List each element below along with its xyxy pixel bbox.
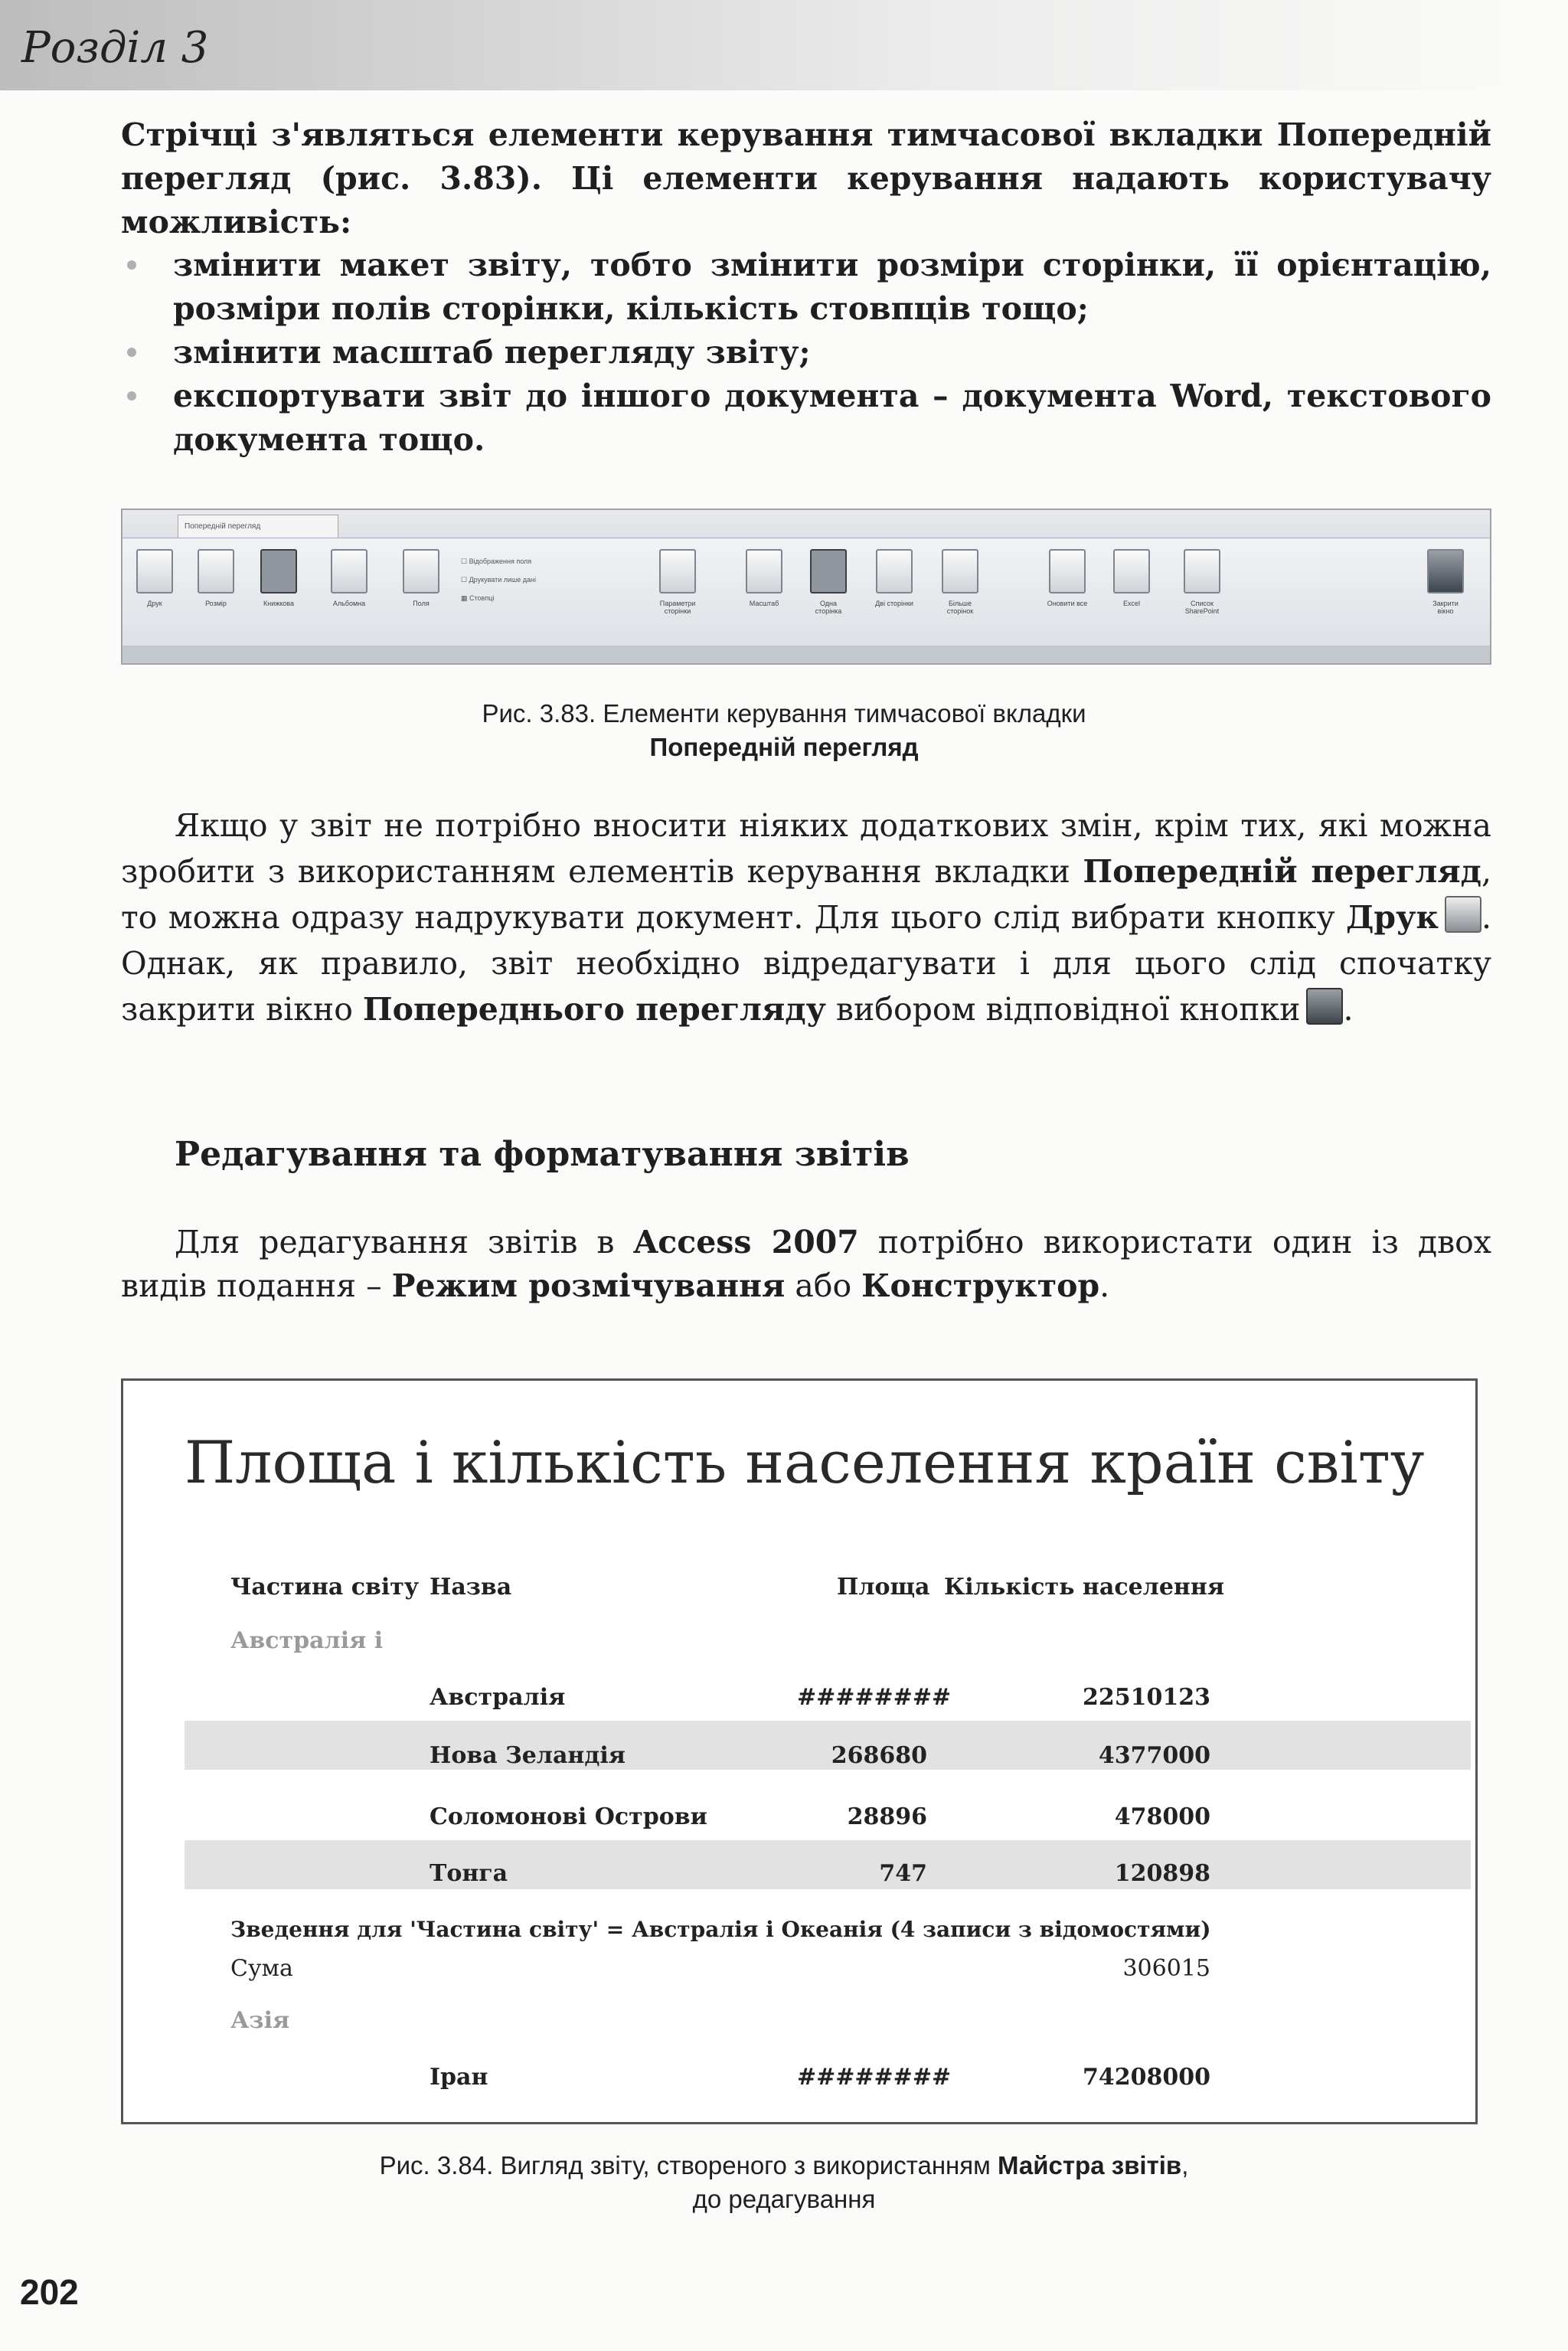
print-button[interactable]: Друк — [133, 549, 176, 607]
margins-button[interactable]: Поля — [400, 549, 443, 607]
bullet-list — [121, 244, 1491, 462]
page-setup-button[interactable]: Параметри сторінки — [651, 549, 704, 615]
bullet-item — [121, 374, 1491, 462]
bold-text: Режим розмічування — [391, 1267, 786, 1304]
margins-icon — [403, 549, 439, 593]
portrait-icon — [260, 549, 297, 593]
text: Для редагування звітів в — [175, 1224, 634, 1261]
export-excel-button[interactable]: Excel — [1110, 549, 1153, 607]
landscape-button[interactable]: Альбомна — [328, 549, 371, 607]
caption-text: Рис. 3.84. Вигляд звіту, створеного з використанням — [379, 2151, 998, 2179]
row-population: 4377000 — [1098, 1742, 1210, 1769]
show-margins-checkbox[interactable]: ☐ Відображення поля — [461, 558, 532, 565]
header-name: Назва — [430, 1574, 512, 1601]
text: . — [1343, 991, 1354, 1028]
text: або — [785, 1267, 862, 1304]
page-number: 202 — [20, 2272, 79, 2312]
portrait-button[interactable]: Книжкова — [257, 549, 300, 607]
ribbon-screenshot — [121, 508, 1491, 665]
two-pages-icon — [876, 549, 913, 593]
intro-bold-1: Стрічці з'являться елементи керування тимчасової вкладки — [121, 116, 1277, 153]
bullet-dot — [127, 348, 136, 357]
bullet-text: експортувати звіт до іншого документа – документа Word, текстового документа тощо. — [173, 378, 1491, 458]
section-heading: Редагування та форматування звітів — [175, 1135, 910, 1174]
row-population: 74208000 — [1083, 2064, 1210, 2091]
ribbon-group-bar — [122, 646, 1490, 662]
refresh-all-button[interactable]: Оновити все — [1046, 549, 1089, 607]
bold-text: Попередній перегляд — [1083, 853, 1481, 890]
bold-text: Попереднього перегляду — [362, 991, 826, 1028]
report-preview — [121, 1378, 1478, 2124]
header-area: Площа — [837, 1574, 930, 1601]
one-page-icon — [810, 549, 847, 593]
size-button[interactable]: Розмір — [194, 549, 237, 607]
row-area: ######## — [797, 1684, 952, 1711]
bullet-item — [121, 331, 1491, 374]
printer-icon — [136, 549, 173, 593]
text: Якщо у звіт не потрібно вносити ніяких додаткових змін, крім тих, які можна зробити з використанням елементів керування вкладки — [121, 807, 1491, 890]
header-population: Кількість населення — [944, 1574, 1224, 1601]
export-sharepoint-button[interactable]: Список SharePoint — [1174, 549, 1230, 615]
row-name: Соломонові Острови — [430, 1803, 707, 1830]
ribbon-checkbox-group — [461, 552, 536, 607]
more-pages-icon — [942, 549, 978, 593]
bold-text: Access 2007 — [633, 1224, 859, 1261]
section-label: Розділ 3 — [21, 23, 209, 73]
magnifier-icon — [746, 549, 782, 593]
row-area: 747 — [879, 1860, 927, 1887]
row-name: Австралія — [430, 1684, 566, 1711]
caption-line: Рис. 3.83. Елементи керування тимчасової вкладки — [482, 699, 1086, 728]
group-summary: Зведення для 'Частина світу' = Австралія і Океанія (4 записи з відомостями) — [230, 1917, 1211, 1942]
bullet-text: змінити масштаб перегляду звіту; — [173, 334, 811, 371]
print-inline-icon — [1445, 896, 1481, 933]
text: потрібно використати один із двох видів подання – — [121, 1224, 1491, 1304]
close-inline-icon — [1306, 988, 1343, 1025]
row-area: 268680 — [831, 1742, 927, 1769]
text: . Однак, як правило, звіт необхідно відредагувати і для цього слід спочатку закрити вікно — [121, 899, 1491, 1028]
text: , то можна одразу надрукувати документ. Для цього слід вибрати кнопку — [121, 853, 1491, 936]
row-population: 22510123 — [1083, 1684, 1210, 1711]
row-population: 478000 — [1114, 1803, 1210, 1830]
caption-bold: Майстра звітів — [998, 2151, 1182, 2179]
bullet-text: змінити макет звіту, тобто змінити розміри сторінки, її орієнтацію, розміри полів сторінки, кількість стовпців тощо; — [173, 247, 1491, 327]
intro-bold-2: Попередній перегляд — [121, 116, 1491, 197]
row-name: Іран — [430, 2064, 488, 2091]
row-area: ######## — [797, 2064, 952, 2091]
caption-bold: Попередній перегляд — [649, 733, 919, 761]
intro-paragraph — [121, 113, 1491, 244]
tab-preview[interactable]: Попередній перегляд — [178, 515, 338, 538]
one-page-button[interactable]: Одна сторінка — [807, 549, 850, 615]
text: вибором відповідної кнопки — [825, 991, 1301, 1028]
group-label: Азія — [230, 2007, 290, 2034]
row-name: Тонга — [430, 1860, 508, 1887]
intro-bold-3: (рис. 3.83). Ці елементи керування надають користувачу можливість: — [121, 160, 1491, 240]
two-pages-button[interactable]: Дві сторінки — [873, 549, 916, 607]
more-pages-button[interactable]: Більше сторінок — [939, 549, 982, 615]
sharepoint-icon — [1184, 549, 1220, 593]
paragraph-editing — [121, 1221, 1491, 1308]
refresh-icon — [1049, 549, 1086, 593]
columns-button[interactable]: ▦ Стовпці — [461, 594, 495, 602]
bullet-dot — [127, 391, 136, 401]
bold-text: Друк — [1345, 899, 1439, 936]
bold-text: Конструктор — [861, 1267, 1100, 1304]
sum-label: Сума — [230, 1955, 293, 1982]
zoom-button[interactable]: Масштаб — [743, 549, 786, 607]
sum-value: 306015 — [1122, 1955, 1210, 1982]
header-part-of-world: Частина світу — [230, 1574, 420, 1601]
print-data-only-checkbox[interactable]: ☐ Друкувати лише дані — [461, 576, 536, 584]
close-preview-button[interactable]: Закрити вікно — [1424, 549, 1467, 615]
group-label: Австралія і — [230, 1627, 384, 1654]
paragraph-print — [121, 803, 1491, 1032]
text: . — [1099, 1267, 1110, 1304]
caption-text: , — [1181, 2151, 1189, 2179]
caption-line: до редагування — [692, 2185, 876, 2213]
landscape-icon — [331, 549, 368, 593]
ribbon-body — [122, 538, 1490, 662]
report-title: Площа і кількість населення країн світу — [185, 1428, 1425, 1496]
excel-icon — [1113, 549, 1150, 593]
page-setup-icon — [659, 549, 696, 593]
page-size-icon — [198, 549, 234, 593]
bullet-dot — [127, 260, 136, 270]
row-name: Нова Зеландія — [430, 1742, 626, 1769]
figure-caption-3-84 — [172, 2149, 1396, 2216]
chapter-header-strip — [0, 0, 1568, 90]
close-preview-icon — [1427, 549, 1464, 593]
row-area: 28896 — [847, 1803, 927, 1830]
row-population: 120898 — [1114, 1860, 1210, 1887]
figure-caption-3-83 — [325, 697, 1243, 764]
bullet-item — [121, 244, 1491, 331]
